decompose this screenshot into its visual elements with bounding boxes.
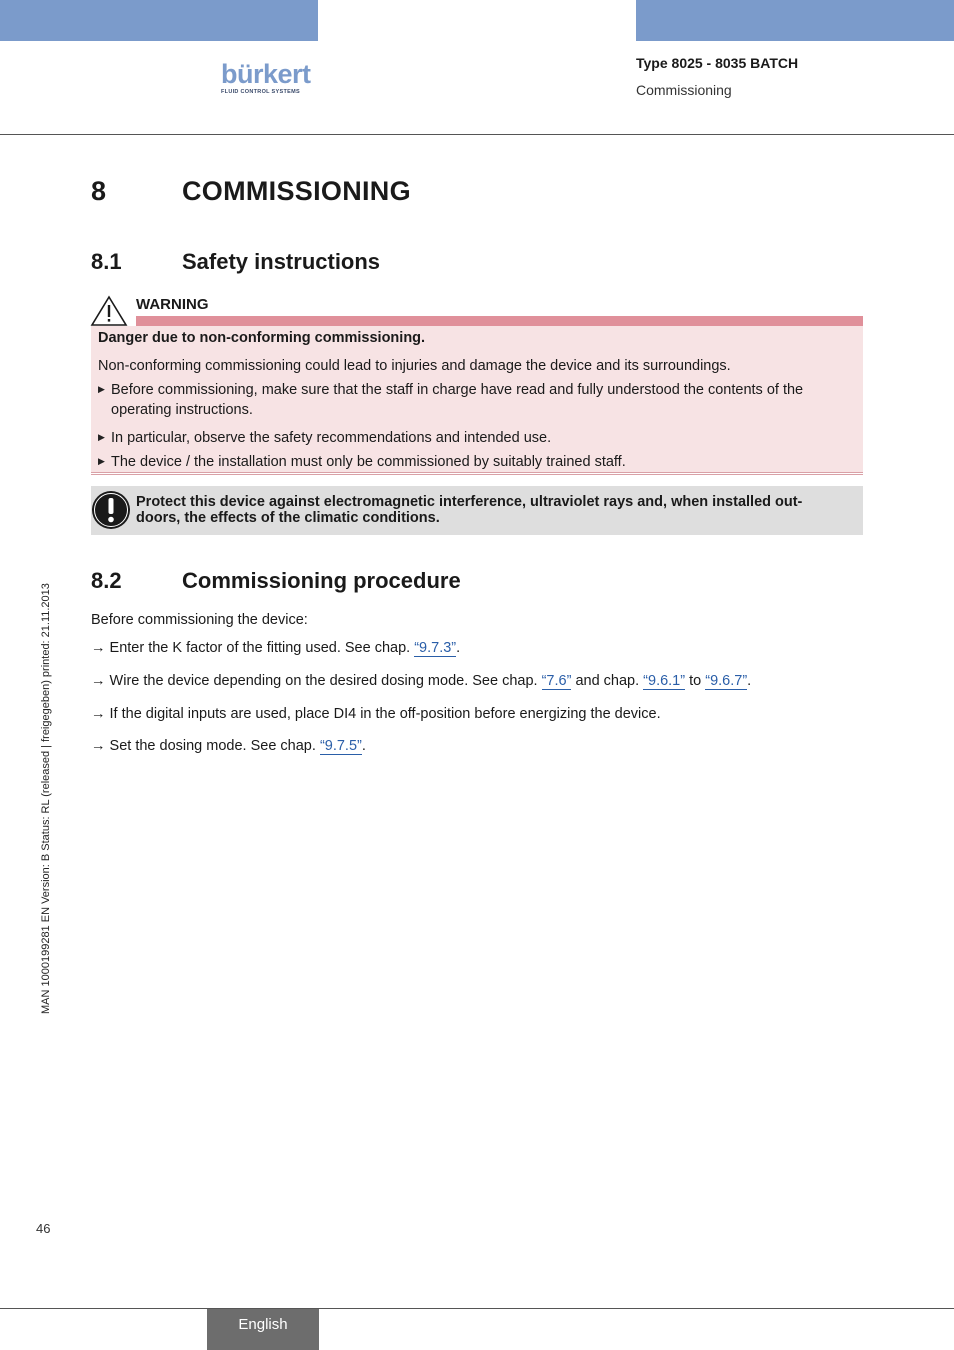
bullet-marker: ▶ xyxy=(98,384,105,394)
warning-intro: Non-conforming commissioning could lead to injuries and damage the device and its surroundings. xyxy=(98,358,731,374)
section-title-procedure: Commissioning procedure xyxy=(182,568,461,593)
exclamation-circle-icon xyxy=(91,490,131,530)
footer-divider xyxy=(0,1308,954,1309)
bullet-marker: ▶ xyxy=(98,456,105,466)
warning-bullet-1: Before commissioning, make sure that the staff in charge have read and fully understood the contents of the xyxy=(111,382,804,398)
running-section-title: Commissioning xyxy=(636,82,732,98)
chapter-title: COMMISSIONING xyxy=(182,176,411,206)
language-tab xyxy=(207,1309,319,1350)
warning-bar xyxy=(136,316,863,326)
procedure-step-4: → Set the dosing mode. See chap. “9.7.5”. xyxy=(91,738,366,754)
chapter-link[interactable]: “9.7.5” xyxy=(319,738,362,754)
procedure-step-2: → Wire the device depending on the desired dosing mode. See chap. “7.6” and chap. “9.6.1” to “9.6.7”. xyxy=(91,673,752,689)
section-number-procedure: 8.2 xyxy=(91,568,122,593)
logo-wordmark: bürkert xyxy=(221,59,311,89)
document-type: Type 8025 - 8035 BATCH xyxy=(636,55,799,71)
language-label: English xyxy=(238,1316,288,1333)
chapter-link[interactable]: “7.6” xyxy=(541,673,572,689)
section-number-safety: 8.1 xyxy=(91,249,122,274)
page-number: 46 xyxy=(36,1221,51,1236)
arrow-icon: → xyxy=(91,640,106,656)
warning-box-rule xyxy=(91,474,863,475)
section-title-safety: Safety instructions xyxy=(182,249,381,274)
chapter-link[interactable]: “9.6.1” xyxy=(643,673,686,689)
chapter-link[interactable]: “9.7.3” xyxy=(414,640,457,656)
warning-bullet-1-cont: operating instructions. xyxy=(111,402,253,418)
company-logo xyxy=(221,60,321,95)
note-text: Protect this device against electromagnetic interference, ultraviolet rays and, when installed out- doors, the effects of the climatic conditions. xyxy=(136,494,803,526)
warning-heading: Danger due to non-conforming commissioning. xyxy=(98,330,426,346)
arrow-icon: → xyxy=(91,738,106,754)
warning-bullet-2: In particular, observe the safety recommendations and intended use. xyxy=(111,430,552,446)
arrow-icon: → xyxy=(91,706,106,722)
document-id-sidebar: MAN 1000199281 EN Version: B Status: RL (released | freigegeben) printed: 21.11.2013 xyxy=(40,583,52,1014)
warning-triangle-icon xyxy=(90,295,128,327)
warning-bullet-3: The device / the installation must only be commissioned by suitably trained staff. xyxy=(111,454,626,470)
header-divider xyxy=(0,134,954,135)
bullet-marker: ▶ xyxy=(98,432,105,442)
chapter-number: 8 xyxy=(91,176,107,206)
warning-label: WARNING xyxy=(136,296,209,313)
procedure-step-1: → Enter the K factor of the fitting used. See chap. “9.7.3”. xyxy=(91,640,461,656)
header-band-left xyxy=(0,0,318,41)
logo-subtext: FLUID CONTROL SYSTEMS xyxy=(221,89,300,95)
procedure-intro: Before commissioning the device: xyxy=(91,612,308,628)
arrow-icon: → xyxy=(91,673,106,689)
chapter-link[interactable]: “9.6.7” xyxy=(705,673,748,689)
procedure-step-3: → If the digital inputs are used, place DI4 in the off-position before energizing the device. xyxy=(91,706,661,722)
header-band-right xyxy=(636,0,954,41)
